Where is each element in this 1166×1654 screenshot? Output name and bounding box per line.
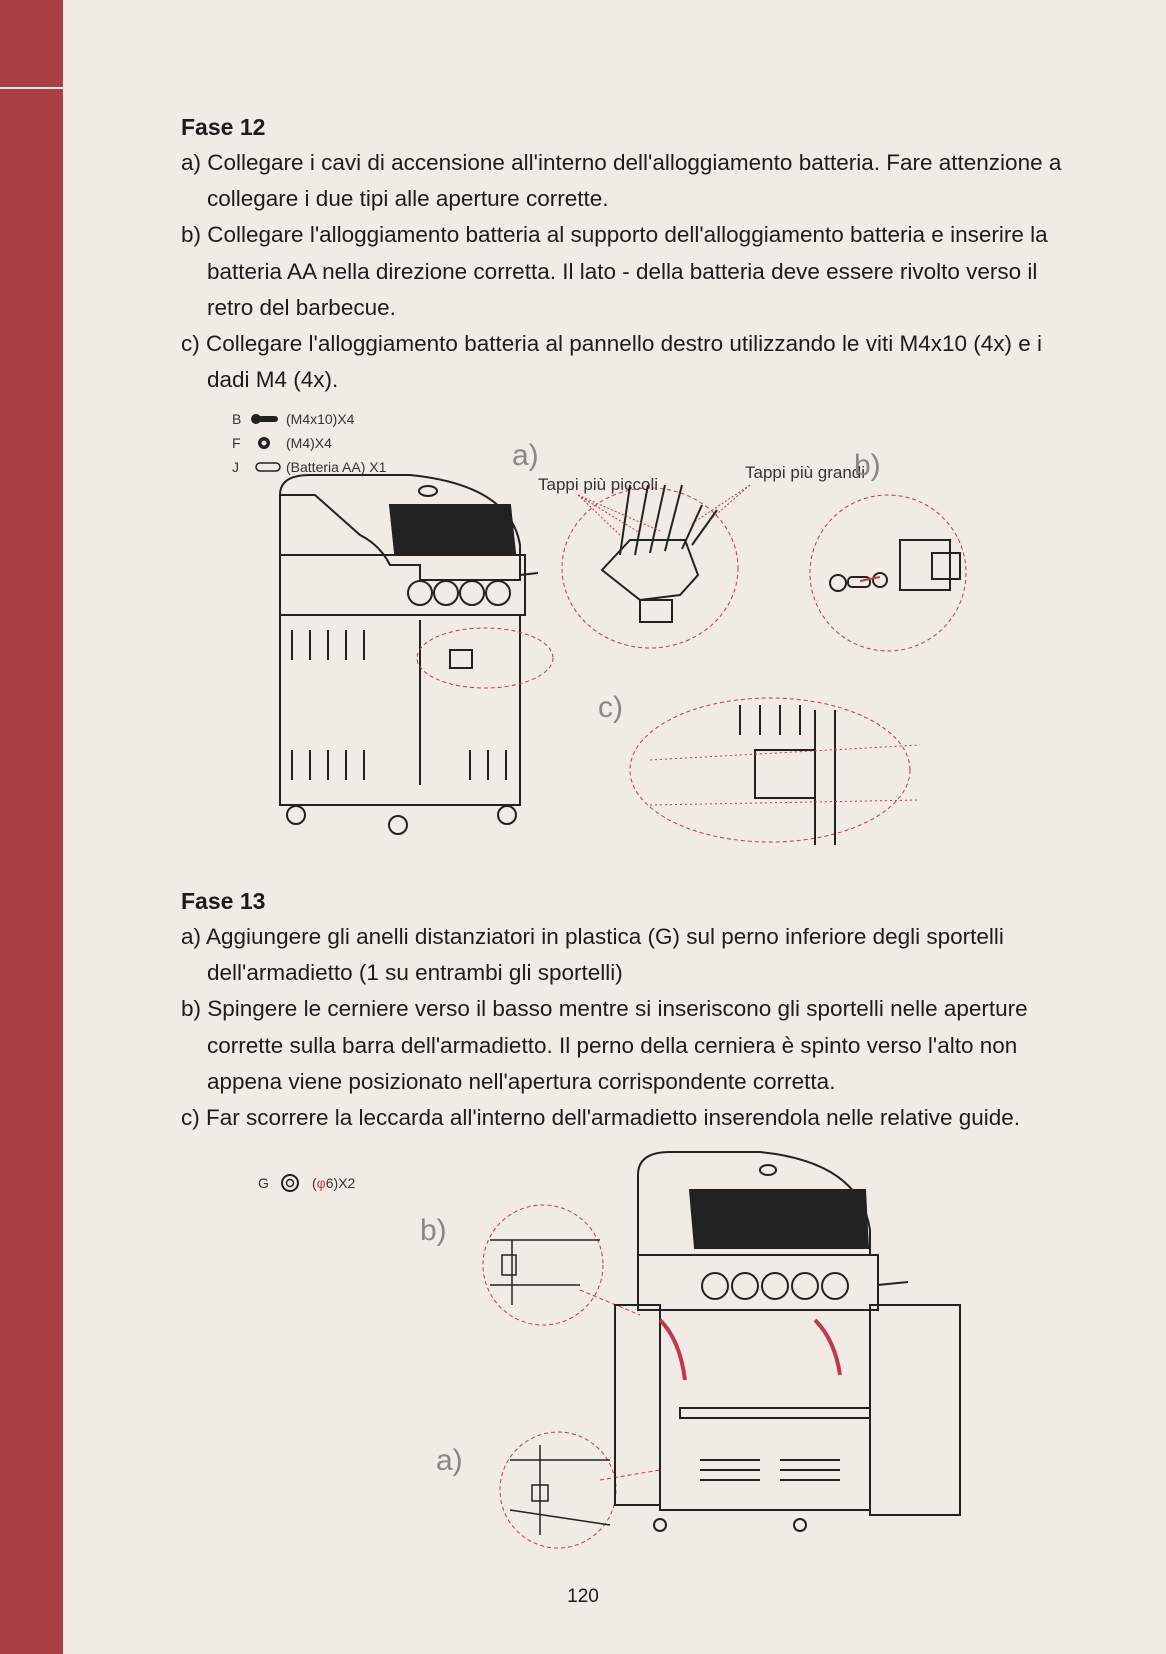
phase12-step-a: a) Collegare i cavi di accensione all'interno dell'alloggiamento batteria. Fare attenzione a collegare i due tipi alle aperture corrette. bbox=[181, 150, 1062, 212]
grill-drawing bbox=[280, 475, 538, 834]
callout-a-letter: a) bbox=[512, 439, 539, 472]
ignition-box-detail bbox=[562, 485, 750, 648]
nut-icon bbox=[258, 437, 270, 449]
battery-housing-detail bbox=[810, 495, 966, 651]
phase12-illustration bbox=[220, 405, 980, 875]
phase13-title: Fase 13 bbox=[181, 888, 266, 914]
phase13-parts-list bbox=[258, 1175, 356, 1191]
part-spec-j: (Batteria AA) X1 bbox=[286, 459, 387, 475]
callout-b-letter: b) bbox=[420, 1214, 447, 1247]
part-spec-g: (φ6)X2 bbox=[312, 1175, 356, 1191]
phase13-step-c: c) Far scorrere la leccarda all'interno dell'armadietto inserendola nelle relative guide. bbox=[181, 1105, 1021, 1131]
panel-mounting-detail bbox=[630, 698, 920, 845]
screw-icon bbox=[251, 414, 278, 424]
battery-icon bbox=[256, 463, 280, 471]
phase12-step-c: c) Collegare l'alloggiamento batteria al pannello destro utilizzando le viti M4x10 (4x) e i dadi M4 (4x). bbox=[181, 331, 1042, 393]
phase12-section bbox=[181, 109, 1081, 398]
phase13-section bbox=[181, 883, 1081, 1136]
phase12-step-b: b) Collegare l'alloggiamento batteria al supporto dell'alloggiamento batteria e inserire la batteria AA nella direzione corretta. Il lato - della batteria deve essere rivolto verso il retro del barbecue. bbox=[181, 222, 1048, 320]
part-spec-b: (M4x10)X4 bbox=[286, 411, 355, 427]
hinge-detail-b bbox=[483, 1205, 640, 1325]
part-letter-g: G bbox=[258, 1175, 269, 1191]
label-large-caps: Tappi più grandi bbox=[745, 463, 866, 482]
sidebar-band bbox=[0, 0, 63, 1654]
callout-c-letter: c) bbox=[598, 691, 623, 724]
phase13-step-a: a) Aggiungere gli anelli distanziatori in plastica (G) sul perno inferiore degli sportelli dell'armadietto (1 su entrambi gli sportelli) bbox=[181, 924, 1004, 986]
part-letter-b: B bbox=[232, 411, 242, 427]
spacer-detail-a bbox=[500, 1432, 660, 1548]
phase12-parts-list bbox=[232, 411, 387, 475]
grill-open-doors-drawing bbox=[615, 1152, 960, 1531]
phase12-title: Fase 12 bbox=[181, 114, 266, 140]
phase13-step-b: b) Spingere le cerniere verso il basso mentre si inseriscono gli sportelli nelle aperture corrette sulla barra dell'armadietto. Il perno della cerniera è spinto verso l'alto non appena viene posizionato nell'apertura corrispondente corretta. bbox=[181, 996, 1028, 1094]
part-spec-f: (M4)X4 bbox=[286, 435, 332, 451]
washer-icon bbox=[282, 1175, 298, 1191]
hinge-arrows bbox=[660, 1320, 840, 1380]
callout-b-letter: b) bbox=[854, 449, 881, 482]
callout-a-letter: a) bbox=[436, 1444, 463, 1477]
phase13-illustration bbox=[240, 1140, 980, 1560]
part-letter-f: F bbox=[232, 435, 241, 451]
part-letter-j: J bbox=[232, 459, 239, 475]
sidebar-marker bbox=[0, 87, 63, 89]
label-small-caps: Tappi più piccoli bbox=[538, 475, 659, 494]
page-number: 120 bbox=[567, 1586, 599, 1607]
